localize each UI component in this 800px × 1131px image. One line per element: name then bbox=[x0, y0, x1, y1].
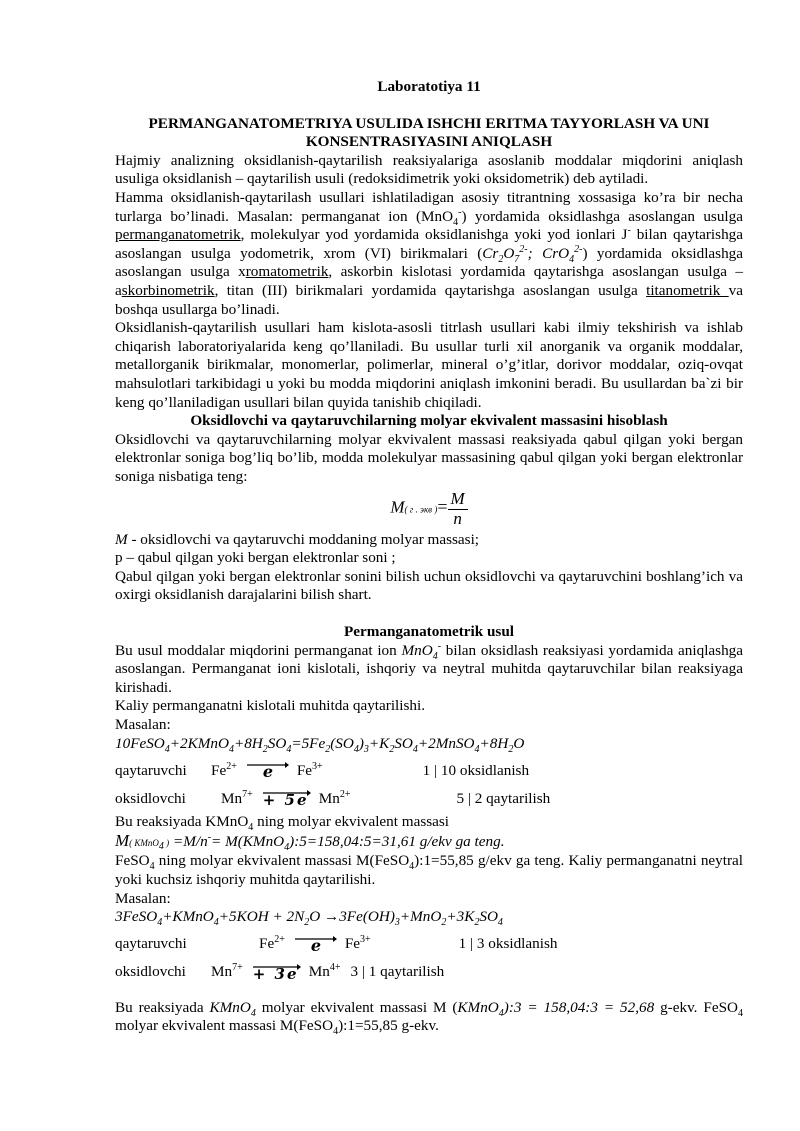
species-from: $Mn^{7+}$ bbox=[221, 788, 253, 807]
example-label: Masalan: bbox=[115, 716, 171, 733]
section-title-permanganatometrik: Permanganatometrik usul bbox=[343, 623, 514, 641]
electron-balance: 5 | 2 qaytarilish bbox=[456, 789, 551, 807]
role-label: oksidlovchi bbox=[115, 963, 186, 981]
term-permanganatometrik: permanganatometrik bbox=[115, 226, 241, 244]
species-from: $Mn^{7+}$ bbox=[211, 962, 243, 981]
formula-equals: = bbox=[437, 497, 448, 518]
species-from: $Fe^{2+}$ bbox=[259, 934, 285, 953]
species-from: $Fe^{2+}$ bbox=[211, 760, 237, 779]
term-askorbinometrik: skorbinometrik bbox=[121, 281, 215, 299]
electron-arrow-icon bbox=[251, 963, 301, 983]
role-label: qaytaruvchi bbox=[115, 935, 187, 953]
text-span: , molekulyar yod yordamida oksidlanishga yoki yod ionlari J bbox=[240, 226, 628, 244]
text-span: ) yordamida oksidlashga asoslangan usulga bbox=[461, 207, 743, 225]
role-label: qaytaruvchi bbox=[115, 761, 187, 779]
main-title: PERMANGANATOMETRIYA USULIDA ISHCHI ERITMA TAYYORLASH VA UNI KONSENTRASIYASINI ANIQLASH bbox=[148, 114, 710, 151]
applications-paragraph: Oksidlanish-qaytarilish usullari ham kislota-asosli titrlash usullari kabi ilmiy tekshirish va ishlab chiqarish laboratoriyalarida keng qo’llaniladi. Bu usullar turli xil anorganik va organik moddalar, metallorganik birikmalar, monomerlar, polimerlar, mineral o’g’itlar, dorivor moddalar, oziq-ovqat mahsulotlari tarkibidagi u yoki bu modda miqdorini aniqlash imkonini beradi. Bu usullardan ba`zi bir keng qo’llaniladigan usullari bilan quyida tanishib chiqiladi. bbox=[115, 319, 743, 411]
term-xromatometrik: romatometrik bbox=[245, 263, 329, 281]
kmno4-equivalent-formula: M( KMnO$_4$ ) =M/n-= M(KMnO$_4$):5=158,04:5=31,61 g/ekv ga teng. bbox=[115, 830, 505, 853]
section-title-equivalent-mass: Oksidlovchi va qaytaruvchilarning molyar ekvivalent massasini hisoblash bbox=[190, 412, 668, 430]
role-label: oksidlovchi bbox=[115, 789, 186, 807]
reaction-equation-2: 3FeSO$_4$+KMnO$_4$+5KOH + $2N_2O \to 3Fe(OH)_3+MnO_2+3K_2SO_4$ bbox=[115, 908, 503, 929]
electron-arrow-icon bbox=[245, 761, 289, 781]
electron-balance: 1 | 10 oksidlanish bbox=[422, 761, 530, 779]
half-reaction-row bbox=[115, 757, 743, 785]
method-description-paragraph: Bu usul moddalar miqdorini permanganat ion MnO$_4$- bilan oksidlash reaksiyasi yordamida aniqlashga asoslangan. Permanganat ioni kislotali, ishqoriy va neytral muhitda qaytaruvchilar bilan reaksiyaga kirishadi. bbox=[115, 640, 743, 696]
intro-paragraph: Hajmiy analizning oksidlanish-qaytarilish reaksiyalariga asoslanib moddalar miqdorini aniqlash usuliga oksidlanish – qaytarilish usuli (redoksidimetrik yoki oksidometrik) deb aytiladi. bbox=[115, 151, 743, 188]
electron-balance: 1 | 3 oksidlanish bbox=[458, 935, 558, 953]
half-reaction-row bbox=[115, 959, 743, 987]
electron-arrow-icon bbox=[293, 935, 337, 955]
definition-p: p – qabul qilgan yoki bergan elektronlar soni ; bbox=[115, 549, 396, 567]
text-span: bilan qaytarishga asoslangan usulga yodometrik, xrom (VI) birikmalari ( bbox=[115, 226, 743, 262]
acidic-reduction-line: Kaliy permanganatni kislotali muhitda qaytarilishi. bbox=[115, 697, 426, 715]
example-label: Masalan: bbox=[115, 889, 171, 907]
formula-lhs: M bbox=[390, 498, 405, 518]
electron-label: e bbox=[262, 762, 274, 782]
text-span: bilan oksidlash reaksiyasi yordamida aniqlashga asoslangan. Permanganat ioni kislotali, ishqoriy va neytral muhitda qaytaruvchilar bilan reaksiyaga kirishadi. bbox=[115, 641, 743, 696]
fraction-numerator: M bbox=[448, 490, 468, 510]
feso4-equivalent-paragraph: FeSO$_4$ ning molyar ekvivalent massasi M(FeSO$_4$):1=55,85 g/ekv ga teng. Kaliy permanganatni neytral yoki kuchsiz ishqoriy muhitda qaytarilishi. bbox=[115, 852, 743, 888]
formula-subscript: ( г . экв ) bbox=[404, 505, 438, 516]
text-span: ) yordamida oksidlashga asoslangan usulga x bbox=[115, 244, 743, 281]
text-span: - oksidlovchi va qaytaruvchi moddaning molyar massasi; bbox=[127, 530, 480, 548]
half-reaction-row bbox=[115, 931, 743, 959]
oxidation-states-paragraph: Qabul qilgan yoki bergan elektronlar sonini bilish uchun oksidlovchi va qaytaruvchini boshlang’ich va oxirgi oksidlanish darajalarini bilish shart. bbox=[115, 567, 743, 604]
electron-label: + 5e bbox=[262, 791, 309, 810]
methods-paragraph: Hamma oksidlanish-qaytarilash usullari ishlatiladigan asosiy titrantning xossasiga ko’ra bir necha turlarga bo’linadi. Masalan: permanganat ion (MnO$_4$-) yordamida oksidlashga asoslangan usulga permanganatometrik, molekulyar yod yordamida oksidlanishga yoki yod ionlari J- bilan qaytarishga asoslangan usulga yodometrik, xrom (VI) birikmalari ($Cr_2O_7^{2-}$; CrO$_4^{2-}$) yordamida oksidlashga asoslangan usulga xromatometrik, askorbin kislotasi yordamida qaytarishga asoslangan usulga – askorbinometrik, titan (III) birikmalari yordamida qaytarishga asoslangan usulga titanometrik va boshqa usullarga bo’linadi. bbox=[115, 188, 744, 318]
equivalent-mass-paragraph: Oksidlovchi va qaytaruvchilarning molyar ekvivalent massasi reaksiyada qabul qilgan yoki bergan elektronlar soniga bog’liq bo’lib, modda molekulyar massasining qabul qilgan yoki bergan elektronlar soniga nisbatiga teng: bbox=[115, 430, 743, 485]
half-reaction-row bbox=[115, 785, 743, 813]
species-to: $Mn^{2+}$ bbox=[318, 788, 351, 807]
electron-label: e bbox=[310, 935, 322, 955]
electron-arrow-icon bbox=[261, 789, 311, 809]
text-span: , titan (III) birikmalari yordamida qaytarishga asoslangan usulga bbox=[214, 281, 647, 299]
kmno4-equivalent-line: Bu reaksiyada KMnO$_4$ ning molyar ekvivalent massasi bbox=[115, 813, 450, 834]
reaction-equation-1: $10FeSO_4+2KMnO_4+8H_2SO_4=5Fe_2(SO_4)_3+K_2SO_4+2MnSO_4+8H_2O$ bbox=[115, 734, 525, 755]
text-span: , askorbin kislotasi yordamida qaytarishga asoslangan usulga – a bbox=[115, 263, 743, 299]
definition-m bbox=[115, 531, 743, 550]
symbol-m: M bbox=[115, 530, 128, 548]
text-span: Bu usul moddalar miqdorini permanganat ion bbox=[115, 641, 402, 659]
species-to: $Fe^{3+}$ bbox=[296, 760, 323, 779]
conclusion-paragraph: Bu reaksiyada KMnO$_4$ molyar ekvivalent massasi M (KMnO$_4$):3 = 158,04:3 = 52,68 g-ekv. FeSO$_4$ molyar ekvivalent massasi M(FeSO$_4$):1=55,85 g-ekv. bbox=[115, 998, 743, 1038]
electron-label: + 3e bbox=[252, 964, 299, 983]
fraction-denominator: n bbox=[453, 509, 462, 529]
electron-balance: 3 | 1 qaytarilish bbox=[350, 963, 445, 981]
equivalent-mass-formula bbox=[115, 490, 743, 528]
species-to: $Fe^{3+}$ bbox=[344, 934, 371, 953]
text-span: Hamma oksidlanish-qaytarilash usullari ishlatiladigan asosiy titrantning xossasiga ko’ra bir necha turlarga bo’linadi. Masalan: permanganat ion (MnO bbox=[115, 188, 743, 225]
text-span: va boshqa usullarga bo’linadi. bbox=[115, 281, 744, 318]
species-to: $Mn^{4+}$ bbox=[308, 962, 341, 981]
term-titanometrik: titanometrik bbox=[646, 281, 729, 299]
lab-title: Laboratotiya 11 bbox=[377, 78, 481, 95]
formula-fraction bbox=[448, 490, 468, 528]
